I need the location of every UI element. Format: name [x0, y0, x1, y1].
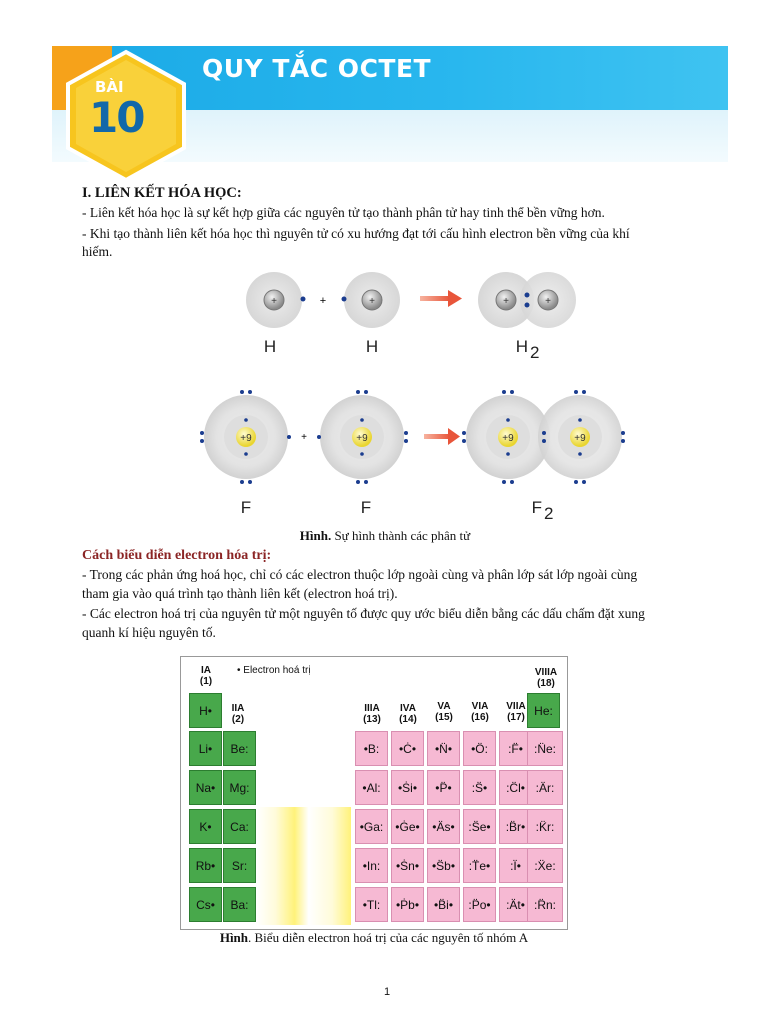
cell-bi: •B̈i• — [427, 887, 460, 922]
h-nucleus-1: + — [271, 296, 277, 307]
cell-ne: :N̈e: — [527, 731, 563, 766]
valence-subheading: Cách biểu diễn electron hóa trị: — [82, 548, 272, 563]
fluorine-molecule-diagram — [196, 385, 636, 520]
f2-molecule — [462, 390, 625, 484]
group-label-viia: VIIA (17) — [506, 701, 526, 723]
cell-f: :F̈• — [499, 731, 532, 766]
cell-na: Na• — [189, 770, 222, 805]
valence-paragraph-2-line-1: - Các electron hoá trị của nguyên tử một nguyên tố được quy ước biểu diễn bằng các dấu chấm đặt xung — [82, 606, 645, 621]
cell-sb: •S̈b• — [427, 848, 460, 883]
f2-nucleus-1: +9 — [502, 433, 514, 444]
cell-in: •In: — [355, 848, 388, 883]
section-heading: I. LIÊN KẾT HÓA HỌC: — [82, 185, 242, 201]
cell-tl: •Tl: — [355, 887, 388, 922]
cell-h: H• — [189, 693, 222, 728]
figure-caption-2-text: . Biểu diễn electron hoá trị của các nguyên tố nhóm A — [248, 930, 529, 945]
cell-k: K• — [189, 809, 222, 844]
h2-nucleus-1: + — [503, 296, 509, 307]
reaction-arrow-icon — [420, 290, 462, 307]
cell-b: •B: — [355, 731, 388, 766]
cell-as: •Äs• — [427, 809, 460, 844]
cell-cl: :C̈l• — [499, 770, 532, 805]
group-label-iia: IIA (2) — [231, 703, 245, 725]
cell-p: •P̈• — [427, 770, 460, 805]
cell-ba: Ba: — [223, 887, 256, 922]
lesson-badge-number: 10 — [89, 93, 144, 142]
paragraph-2-line-2: hiếm. — [82, 244, 113, 259]
h-nucleus-2: + — [369, 296, 375, 307]
h-plus-sign: + — [319, 295, 327, 307]
valence-paragraph-1-line-2: tham gia vào quá trình tạo thành liên kết (electron hoá trị). — [82, 586, 398, 601]
h-label-2: H — [365, 337, 379, 356]
cell-ca: Ca: — [223, 809, 256, 844]
valence-paragraph-2-line-2: quanh kí hiệu nguyên tố. — [82, 625, 216, 640]
cell-br: :B̈r• — [499, 809, 532, 844]
cell-ar: :Är: — [527, 770, 563, 805]
f-nucleus-2: +9 — [356, 433, 368, 444]
group-label-iiia: IIIA (13) — [363, 703, 381, 725]
group-label-va: VA (15) — [435, 701, 453, 723]
table-legend: • Electron hoá trị — [237, 665, 311, 676]
cell-al: •Al: — [355, 770, 388, 805]
f-nucleus-1: +9 — [240, 433, 252, 444]
group-label-viiia: VIIIA (18) — [534, 667, 558, 689]
h2-label: H — [515, 337, 528, 356]
h2-molecule — [478, 272, 576, 328]
cell-kr: :K̈r: — [527, 809, 563, 844]
figure-caption-2 — [184, 930, 564, 946]
cell-sn: •Ṡn• — [391, 848, 424, 883]
page-number: 1 — [384, 986, 391, 998]
hydrogen-molecule-diagram — [230, 270, 590, 370]
reaction-arrow-icon-2 — [424, 428, 460, 445]
cell-rn: :R̈n: — [527, 887, 563, 922]
cell-li: Li• — [189, 731, 222, 766]
f-label-2: F — [360, 498, 372, 517]
cell-n: •N̈• — [427, 731, 460, 766]
h-atom-1 — [246, 272, 306, 328]
cell-o: •Ö: — [463, 731, 496, 766]
group-label-ia: IA (1) — [199, 665, 213, 687]
group-label-via: VIA (16) — [471, 701, 489, 723]
group-label-iva: IVA (14) — [399, 703, 417, 725]
cell-mg: Mg: — [223, 770, 256, 805]
figure-caption-1-label: Hình. — [299, 528, 332, 543]
lesson-banner — [52, 46, 728, 162]
h2-nucleus-2: + — [545, 296, 551, 307]
h2-label-subscript: 2 — [530, 343, 540, 362]
paragraph-1: - Liên kết hóa học là sự kết hợp giữa các nguyên tử tạo thành phân tử hay tinh thể bền vững hơn. — [82, 205, 605, 220]
valence-electron-table — [180, 656, 568, 930]
cell-be: Be: — [223, 731, 256, 766]
paragraph-2-line-1: - Khi tạo thành liên kết hóa học thì nguyên tử có xu hướng đạt tới cấu hình electron bền vững của khí — [82, 226, 630, 241]
f-label-1: F — [240, 498, 252, 517]
valence-paragraph-1-line-1: - Trong các phản ứng hoá học, chỉ có các electron thuộc lớp ngoài cùng và phân lớp sát lớp ngoài cùng — [82, 567, 638, 582]
cell-ga: •Ga: — [355, 809, 388, 844]
cell-i: :Ï• — [499, 848, 532, 883]
f2-nucleus-2: +9 — [574, 433, 586, 444]
cell-rb: Rb• — [189, 848, 222, 883]
cell-te: :T̈e• — [463, 848, 496, 883]
figure-caption-2-label: Hình — [219, 930, 249, 945]
h-atom-2 — [342, 272, 401, 328]
cell-s: :S̈• — [463, 770, 496, 805]
lesson-badge-label: BÀI — [95, 78, 124, 96]
cell-at: :Ät• — [499, 887, 532, 922]
figure-caption-1 — [250, 528, 520, 544]
f2-label-subscript: 2 — [544, 504, 554, 520]
h-label-1: H — [263, 337, 277, 356]
f2-label: F — [531, 498, 542, 517]
cell-se: :S̈e• — [463, 809, 496, 844]
f-plus-sign: + — [301, 432, 307, 443]
cell-pb: •Ṗb• — [391, 887, 424, 922]
cell-c: •Ċ• — [391, 731, 424, 766]
cell-po: :P̈o• — [463, 887, 496, 922]
cell-he: He: — [527, 693, 560, 728]
cell-sr: Sr: — [223, 848, 256, 883]
lesson-title: QUY TẮC OCTET — [202, 54, 432, 83]
cell-si: •Ṡi• — [391, 770, 424, 805]
cell-ge: •Ġe• — [391, 809, 424, 844]
cell-xe: :Ẍe: — [527, 848, 563, 883]
cell-cs: Cs• — [189, 887, 222, 922]
transition-gap — [257, 807, 351, 925]
f-atom-2 — [317, 390, 408, 484]
figure-caption-1-text: Sự hình thành các phân tử — [331, 528, 471, 543]
f-atom-1 — [200, 390, 291, 484]
